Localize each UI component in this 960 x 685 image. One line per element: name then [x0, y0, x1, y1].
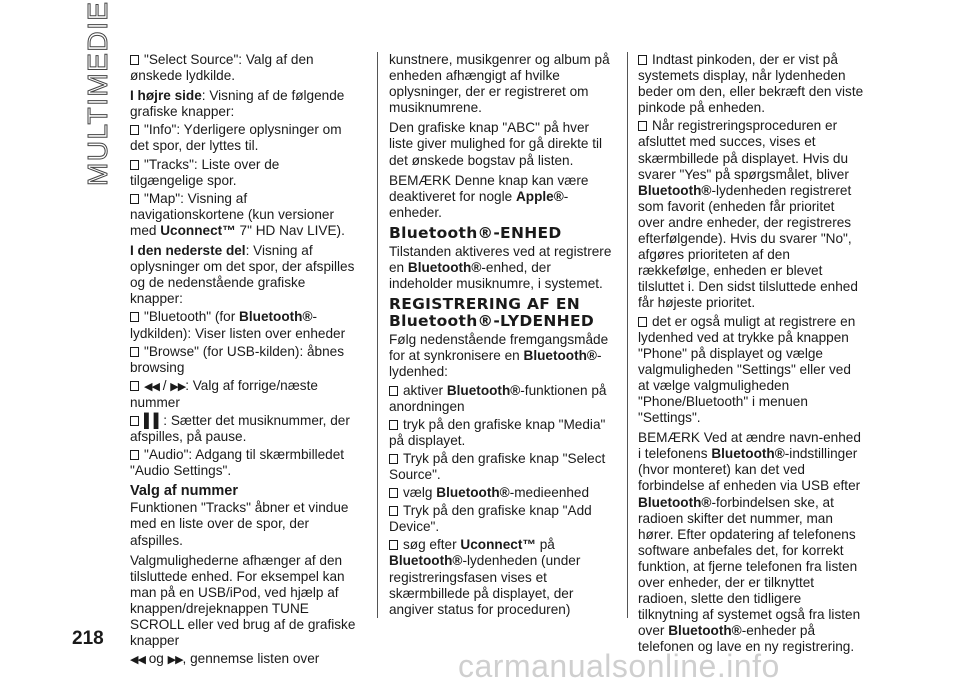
checkbox-bullet-icon: [638, 55, 647, 65]
checkbox-bullet-icon: [130, 194, 139, 204]
column-1: [130, 52, 356, 670]
column-2: [389, 52, 615, 620]
paragraph: Tilstanden aktiveres ved at registrere en Bluetooth®-enhed, der indeholder musiknumre, i systemet.: [389, 243, 612, 292]
paragraph: "Tracks": Liste over de tilgængelige spor.: [130, 156, 280, 188]
paragraph: BEMÆRK Denne knap kan være deaktiveret for nogle Apple®-enheder.: [389, 172, 589, 220]
paragraph: BEMÆRK Ved at ændre navn-enhed i telefonens Bluetooth®-indstillinger (hvor monteret) kan det ved forbindelse af enheden via USB efter Bluetooth®-forbindelsen ske, at radioen skifter det nummer, man hører. Efter opdatering af telefonens software anbefales det, for korrekt funktion, at fjerne telefonen fra listen over enheder, der er tilknyttet radioen, slette den tidligere tilknytning af systemet også fra listen over Bluetooth®-enheder på telefonen og lave en ny registrering.: [638, 430, 861, 655]
checkbox-bullet-icon: [389, 454, 398, 464]
list-item: det er også muligt at registrere en lydenhed ved at trykke på knappen "Phone" på displayet og vælge valgmuligheden "Settings" eller ved at vælge valgmuligheden "Phone/Bluetooth" i menuen "Settings".: [638, 313, 856, 426]
list-item: aktiver Bluetooth®-funktionen på anordningen: [389, 382, 607, 414]
paragraph: Funktionen "Tracks" åbner et vindue med en liste over de spor, der afspilles.: [130, 500, 349, 548]
checkbox-bullet-icon: [130, 416, 139, 426]
paragraph: I den nederste del: Visning af oplysninger om det spor, der afspilles og de nedenstående grafiske knapper:: [130, 243, 355, 307]
pause-icon: ▌▌: [144, 412, 164, 428]
paragraph: ◀◀ og ▶▶, gennemse listen over: [130, 651, 320, 667]
list-item: søg efter Uconnect™ på Bluetooth®-lydenheden (under registreringsfasen vises et skærmbillede på displayet, der angiver status for proceduren): [389, 537, 581, 617]
paragraph: "Audio": Adgang til skærmbilledet "Audio Settings".: [130, 447, 345, 479]
checkbox-bullet-icon: [130, 125, 139, 135]
paragraph: kunstnere, musikgenrer og album på enheden afhængigt af hvilke oplysninger, der er registreret om musiknumrene.: [389, 52, 610, 116]
paragraph: "Browse" (for USB-kilden): åbnes browsing: [130, 343, 345, 375]
column-divider: [627, 52, 628, 618]
heading-bluetooth-enhed: Bluetooth®-ENHED: [389, 223, 562, 242]
fast-forward-icon: ▶▶: [167, 654, 183, 667]
list-item: vælg Bluetooth®-medieenhed: [389, 485, 615, 501]
checkbox-bullet-icon: [130, 312, 139, 322]
list-item: Tryk på den grafiske knap "Select Source".: [389, 450, 606, 482]
paragraph: "Select Source": Valg af den ønskede lydkilde.: [130, 52, 314, 84]
rewind-icon: ◀◀: [130, 654, 145, 667]
paragraph: Valgmulighederne afhænger af den tilsluttede enhed. For eksempel kan man på en USB/iPod, ved hjælp af knappen/drejeknappen TUNE SCROLL eller ved brug af de grafiske knapper: [130, 552, 356, 649]
checkbox-bullet-icon: [389, 386, 398, 396]
checkbox-bullet-icon: [130, 450, 139, 460]
list-item: Indtast pinkoden, der er vist på systemets display, når lydenheden beder om den, eller bekræft den viste pinkode på enheden.: [638, 52, 864, 116]
paragraph: I højre side: Visning af de følgende grafiske knapper:: [130, 88, 345, 120]
checkbox-bullet-icon: [638, 121, 647, 131]
paragraph: "Info": Yderligere oplysninger om det spor, der lyttes til.: [130, 122, 342, 154]
fast-forward-icon: ▶▶: [170, 380, 186, 393]
section-title-vertical: MULTIMEDIE: [82, 0, 113, 186]
checkbox-bullet-icon: [130, 347, 139, 357]
paragraph: ▌▌: Sætter det musiknummer, der afspilles, på pause.: [130, 412, 350, 445]
paragraph: "Bluetooth" (for Bluetooth®-lydkilden): Viser listen over enheder: [130, 309, 346, 341]
list-item: Når registreringsproceduren er afsluttet med succes, vises et skærmbillede på displayet. Hvis du svarer "Yes" på spørgsmålet, bliver Bluetooth®-lydenheden registreret som favorit (enheden får prioritet over andre enheder, der registreres efterfølgende). Hvis du svarer "No", afgøres prioriteten af den rækkefølge, enheden er blevet tilsluttet i. Den sidst tilsluttede enhed får højeste prioritet.: [638, 118, 858, 311]
list-item: tryk på den grafiske knap "Media" på displayet.: [389, 416, 606, 448]
checkbox-bullet-icon: [389, 540, 398, 550]
paragraph: ◀◀ / ▶▶: Valg af forrige/næste nummer: [130, 377, 318, 410]
checkbox-bullet-icon: [130, 381, 139, 391]
paragraph: Den grafiske knap "ABC" på hver liste giver mulighed for gå direkte til det ønskede bogstav på listen.: [389, 120, 603, 168]
checkbox-bullet-icon: [389, 506, 398, 516]
column-divider: [377, 52, 378, 618]
checkbox-bullet-icon: [130, 160, 139, 170]
page-number: 218: [72, 628, 104, 649]
paragraph: "Map": Visning af navigationskortene (kun versioner med Uconnect™ 7" HD Nav LIVE).: [130, 190, 345, 238]
checkbox-bullet-icon: [130, 55, 139, 65]
column-3: [638, 52, 864, 657]
checkbox-bullet-icon: [389, 420, 398, 430]
heading-valg-af-nummer: Valg af nummer: [130, 483, 238, 500]
checkbox-bullet-icon: [638, 317, 647, 327]
list-item: Tryk på den grafiske knap "Add Device".: [389, 503, 592, 535]
watermark: carmanualsonline.info: [458, 648, 780, 684]
paragraph: Følg nedenstående fremgangsmåde for at synkronisere en Bluetooth®-lydenhed:: [389, 332, 609, 380]
checkbox-bullet-icon: [389, 488, 398, 498]
rewind-icon: ◀◀: [144, 380, 159, 393]
heading-registrering: REGISTRERING AF EN Bluetooth®-LYDENHED: [389, 295, 594, 331]
